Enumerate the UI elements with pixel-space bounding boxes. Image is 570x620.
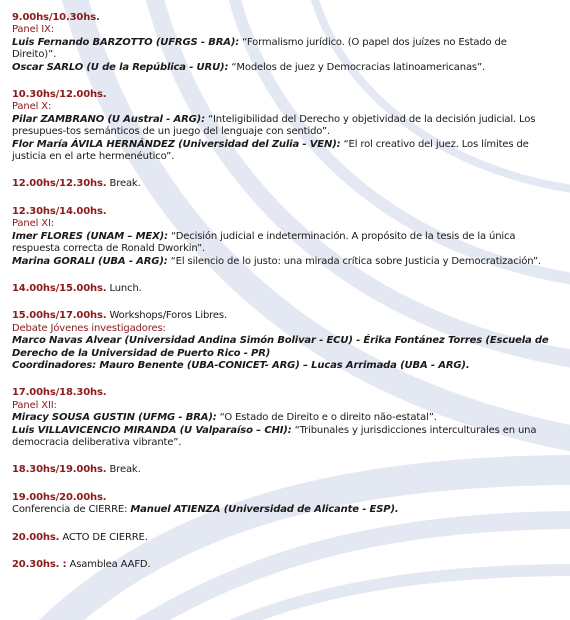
time-line [12, 89, 550, 101]
time-line [12, 492, 550, 504]
time-line [12, 206, 550, 218]
slot-description: ACTO DE CIERRE. [59, 531, 148, 543]
talk-entry [12, 256, 550, 268]
time-slot: 20.30hs. : [12, 559, 67, 570]
schedule-block [12, 310, 550, 372]
talk-title: “El silencio de lo justo: una mirada crítica sobre Justicia y Democratización”. [167, 255, 541, 267]
schedule-block [12, 12, 550, 74]
talk-entry [12, 412, 550, 424]
slot-description: Break. [106, 464, 141, 476]
panel-label: Panel XII: [12, 399, 57, 411]
speaker-name: Flor María ÁVILA HERNÁNDEZ (Universidad del Zulia - VEN): [12, 138, 341, 150]
talk-entry [12, 62, 550, 74]
schedule-block [12, 464, 550, 476]
time-slot: 14.00hs/15.00hs. [12, 282, 107, 294]
speaker-name: Pilar ZAMBRANO (U Austral - ARG): [12, 113, 205, 125]
speaker-name: Miracy SOUSA GUSTIN (UFMG - BRA): [12, 412, 217, 424]
talk-title: “Modelos de juez y Democracias latinoamericanas”. [228, 61, 486, 73]
conference-label: Conferencia de CIERRE: [12, 504, 131, 516]
schedule-block [12, 492, 550, 517]
time-slot: 19.00hs/20.00hs. [12, 491, 107, 503]
schedule-block [12, 559, 550, 571]
speaker-name: Coordinadores: Mauro Benente (UBA-CONICET- ARG) – Lucas Arrimada (UBA - ARG). [12, 359, 470, 371]
talk-entry [12, 335, 550, 360]
speaker-name: Marina GORALI (UBA - ARG): [12, 255, 168, 267]
slot-description: Break. [106, 178, 141, 190]
time-slot: 18.30hs/19.00hs. [12, 464, 107, 476]
talk-entry [12, 37, 550, 62]
talk-entry [12, 114, 550, 139]
talk-entry [12, 231, 550, 256]
time-slot: 12.00hs/12.30hs. [12, 178, 107, 190]
schedule-block [12, 178, 550, 190]
time-slot: 9.00hs/10.30hs. [12, 12, 100, 23]
talk-entry [12, 425, 550, 450]
time-line [12, 559, 550, 571]
schedule-block [12, 283, 550, 295]
talk-title: “El rol creativo del juez. Los límites de justicia en el arte hermenéutico”. [12, 138, 529, 163]
closing-conference [12, 504, 550, 516]
talk-title: “O Estado de Direito e o direito não-estatal”. [216, 412, 437, 424]
time-slot: 20.00hs. [12, 531, 60, 543]
talk-title: “Formalismo jurídico. (O papel dos juízes no Estado de Direito)”. [12, 36, 507, 61]
time-slot: 17.00hs/18.30hs. [12, 387, 107, 399]
panel-label: Panel XI: [12, 218, 54, 230]
schedule-block [12, 206, 550, 268]
talk-entry [12, 139, 550, 164]
time-line [12, 283, 550, 295]
time-slot: 12.30hs/14.00hs. [12, 205, 107, 217]
panel-label: Panel IX: [12, 24, 54, 36]
time-line [12, 464, 550, 476]
time-line [12, 310, 550, 322]
time-line [12, 387, 550, 399]
talk-title: “Inteligibilidad del Derecho y objetividad de la decisión judicial. Los presupues-tos semánticos de un juego del lenguaje con sentido”. [12, 113, 536, 138]
talk-entry [12, 360, 550, 372]
talk-title: “Decisión judicial e indeterminación. A propósito de la tesis de la única respuesta correcta de Ronald Dworkin”. [12, 230, 516, 255]
schedule-block [12, 387, 550, 449]
panel-label: Panel X: [12, 101, 52, 113]
speaker-name: Marco Navas Alvear (Universidad Andina Simón Bolivar - ECU) - Érika Fontánez Torres (Escuela de Derecho de la Universidad de Puerto Rico - PR) [12, 335, 549, 359]
schedule-block [12, 89, 550, 163]
speaker-name: Luis Fernando BARZOTTO (UFRGS - BRA): [12, 36, 240, 48]
schedule-block [12, 532, 550, 544]
slot-description: Asamblea AAFD. [66, 559, 151, 570]
slot-description: Workshops/Foros Libres. [106, 310, 228, 322]
time-line [12, 12, 550, 24]
slot-description: Lunch. [106, 282, 142, 294]
speaker-name: Manuel ATIENZA (Universidad de Alicante - ESP). [130, 504, 399, 516]
time-slot: 15.00hs/17.00hs. [12, 310, 107, 322]
time-line [12, 532, 550, 544]
panel-label: Debate Jóvenes investigadores: [12, 322, 166, 334]
talk-title: “Tribunales y jurisdicciones interculturales en una democracia deliberativa vibrante”. [12, 424, 537, 448]
time-line [12, 178, 550, 190]
speaker-name: Oscar SARLO (U de la República - URU): [12, 61, 229, 73]
speaker-name: Imer FLORES (UNAM – MEX): [12, 230, 168, 242]
speaker-name: Luis VILLAVICENCIO MIRANDA (U Valparaíso – CHI): [12, 424, 292, 436]
time-slot: 10.30hs/12.00hs. [12, 89, 107, 101]
